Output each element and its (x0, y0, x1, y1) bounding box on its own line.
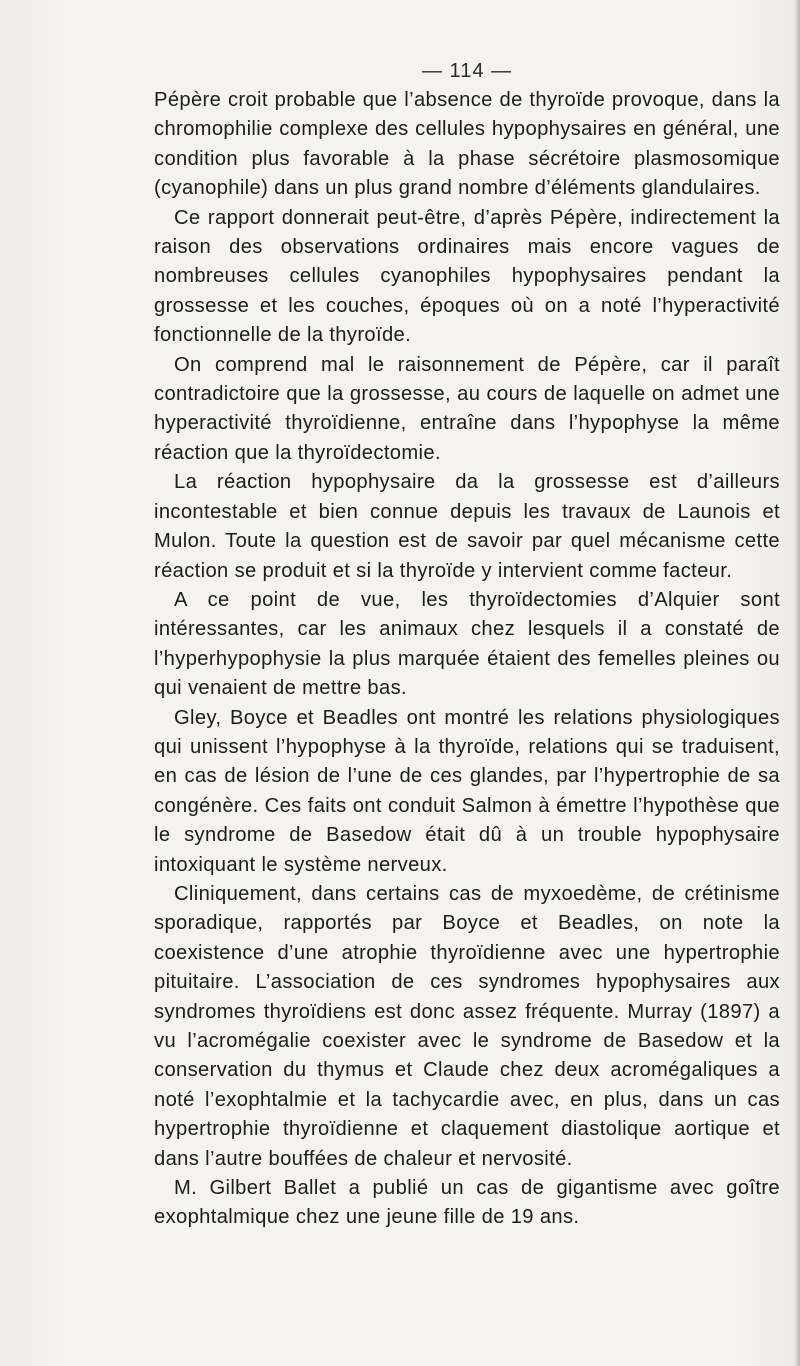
paragraph: Ce rapport donnerait peut-être, d’après Pépère, indirectement la raison des observations ordinaires mais encore vagues de nombreuses cellules cyanophiles hypophysaires pendant la grossesse et les couches, époques où on a noté l’hyperactivité fonctionnelle de la thyroïde. (154, 206, 780, 347)
paragraph: On comprend mal le raisonnement de Pépère, car il paraît contradictoire que la grossesse, au cours de laquelle on admet une hyperactivité thyroïdienne, entraîne dans l’hypophyse la même réaction que la thyroïdectomie. (154, 353, 780, 464)
text-body (154, 86, 780, 1233)
paragraph: Gley, Boyce et Beadles ont montré les relations physiologiques qui unissent l’hypophyse à la thyroïde, relations qui se traduisent, en cas de lésion de l’une de ces glandes, par l’hypertrophie de sa congénère. Ces faits ont conduit Salmon à émettre l’hypothèse que le syndrome de Basedow était dû à un trouble hypophysaire intoxiquant le système nerveux. (154, 706, 780, 876)
paragraph: Pépère croit probable que l’absence de thyroïde provoque, dans la chromophilie complexe des cellules hypophysaires en général, une condition plus favorable à la phase sécrétoire plasmosomique (cyanophile) dans un plus grand nombre d’éléments glandulaires. (154, 89, 780, 200)
paragraph: Cliniquement, dans certains cas de myxoedème, de crétinisme sporadique, rapportés par Boyce et Beadles, on note la coexistence d’une atrophie thyroïdienne avec une hypertrophie pituitaire. L’association de ces syndromes hypophysaires aux syndromes thyroïdiens est donc assez fréquente. Murray (1897) a vu l’acromégalie coexister avec le syndrome de Basedow et la conservation du thymus et Claude chez deux acromégaliques a noté l’exophtalmie et la tachycardie avec, en plus, dans un cas hypertrophie thyroïdienne et claquement diastolique aortique et dans l’autre bouffées de chaleur et nervosité. (154, 882, 780, 1170)
paragraph: M. Gilbert Ballet a publié un cas de gigantisme avec goître exophtalmique chez une jeune fille de 19 ans. (154, 1177, 780, 1229)
paragraph: A ce point de vue, les thyroïdectomies d’Alquier sont intéressantes, car les animaux chez lesquels il a constaté de l’hyperhypophysie la plus marquée étaient des femelles pleines ou qui venaient de mettre bas. (154, 588, 780, 700)
paragraph: La réaction hypophysaire da la grossesse est d’ailleurs incontestable et bien connue depuis les travaux de Launois et Mulon. Toute la question est de savoir par quel mécanisme cette réaction se produit et si la thyroïde y intervient comme facteur. (154, 471, 780, 582)
page-number: — 114 — (422, 60, 512, 82)
page-edge-shadow (794, 0, 800, 1366)
